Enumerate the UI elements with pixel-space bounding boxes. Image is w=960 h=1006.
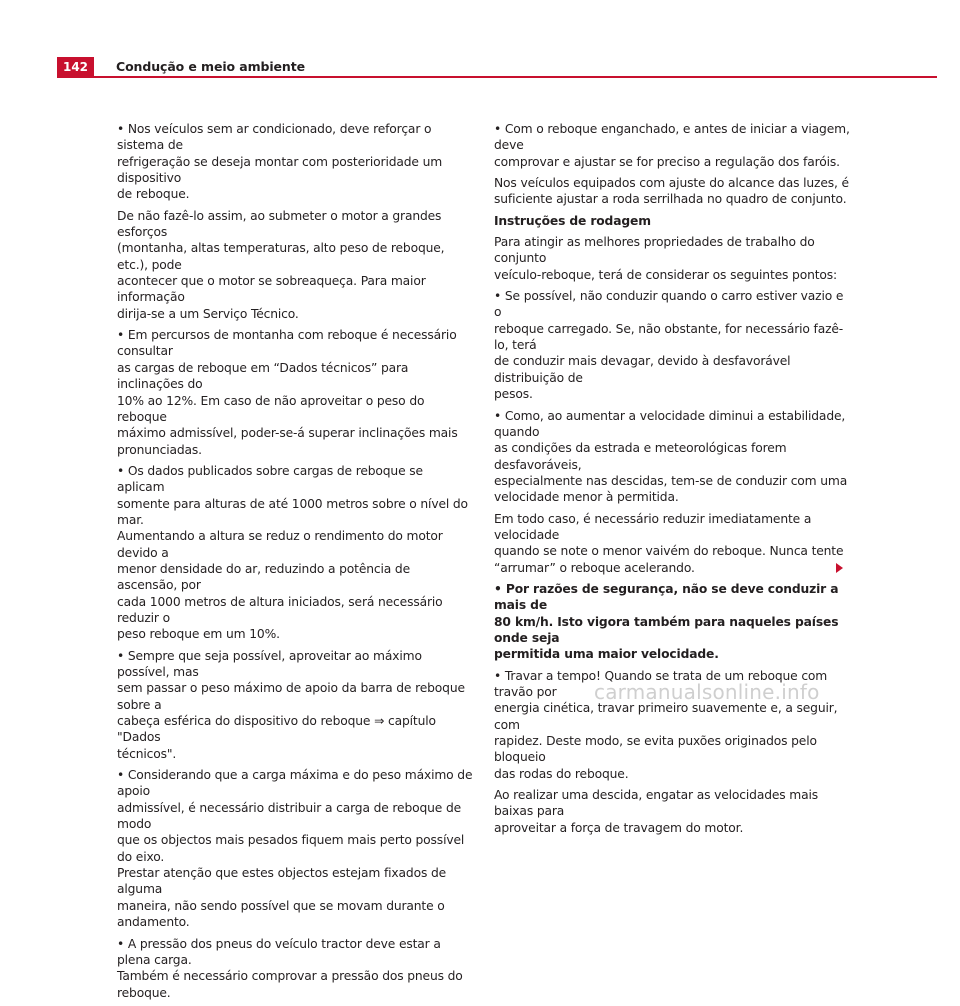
paragraph: Ao realizar uma descida, engatar as velocidades mais baixas para aproveitar a força de travagem do motor. [494, 788, 819, 835]
paragraph: • Considerando que a carga máxima e do peso máximo de apoio admissível, é necessário distribuir a carga de reboque de modo que os objectos mais pesados fiquem mais perto possível do eixo. Prestar atenção que estes objectos estejam fixados de alguma maneira, não sendo possível que se movam durante o andamento. [117, 768, 473, 930]
paragraph: Nos veículos equipados com ajuste do alcance das luzes, é suficiente ajustar a roda serrilhada no quadro de conjunto. [494, 176, 849, 207]
paragraph: De não fazê-lo assim, ao submeter o motor a grandes esforços (montanha, altas temperaturas, alto peso de reboque, etc.), pode acontecer que o motor se sobreaqueça. Para maior informação dirija-se a um Serviço Técnico. [117, 208, 445, 321]
section-title: Condução e meio ambiente [116, 59, 305, 74]
page-header [57, 57, 937, 81]
paragraph: • Nos veículos sem ar condicionado, deve reforçar o sistema de refrigeração se deseja montar com posterioridade um dispositivo de reboque. [117, 122, 443, 202]
subsection-heading: Instruções de rodagem [494, 213, 651, 228]
paragraph: • Sempre que seja possível, aproveitar ao máximo possível, mas sem passar o peso máximo de apoio da barra de reboque sobre a cabeça esférica do dispositivo do reboque ⇒ capítulo "Dados técnicos". [117, 648, 465, 761]
paragraph: • A pressão dos pneus do veículo tractor deve estar a plena carga. Também é necessário comprovar a pressão dos pneus do reboque. [117, 936, 463, 1000]
paragraph: • Se possível, não conduzir quando o carro estiver vazio e o reboque carregado. Se, não obstante, for necessário fazê-lo, terá de conduzir mais devagar, devido à desfavorável distribuição de pesos. [494, 289, 844, 402]
paragraph: Para atingir as melhores propriedades de trabalho do conjunto veículo-reboque, terá de considerar os seguintes pontos: [494, 235, 838, 282]
paragraph: • Com o reboque enganchado, e antes de iniciar a viagem, deve comprovar e ajustar se for preciso a regulação dos faróis. [494, 122, 850, 169]
safety-warning: • Por razões de segurança, não se deve conduzir a mais de 80 km/h. Isto vigora também para naqueles países onde seja permitida uma maior velocidade. [494, 581, 839, 662]
paragraph: • Como, ao aumentar a velocidade diminui a estabilidade, quando as condições da estrada e meteorológicas forem desfavoráveis, especialmente nas descidas, tem-se de conduzir com uma velocidade menor à permitida. [494, 408, 848, 505]
paragraph: Em todo caso, é necessário reduzir imediatamente a velocidade quando se note o menor vaivém do reboque. Nunca tente “arrumar” o reboque acelerando. [494, 511, 844, 575]
right-column [494, 121, 854, 841]
page-number: 142 [57, 57, 94, 76]
paragraph: • Em percursos de montanha com reboque é necessário consultar as cargas de reboque em “Dados técnicos” para inclinações do 10% ao 12%. Em caso de não aproveitar o peso do reboque máximo admissível, poder-se-á superar inclinações mais pronunciadas. [117, 328, 458, 457]
left-column [117, 121, 473, 1006]
triangle-right-icon [836, 563, 843, 573]
watermark: carmanualsonline.info [594, 680, 820, 704]
paragraph: • Travar a tempo! Quando se trata de um reboque com travão por energia cinética, travar primeiro suavemente e, a seguir, com rapidez. Deste modo, se evita puxões originados pelo bloqueio das rodas do reboque. [494, 668, 838, 781]
paragraph: • Os dados publicados sobre cargas de reboque se aplicam somente para alturas de até 1000 metros sobre o nível do mar. Aumentando a altura se reduz o rendimento do motor devido a menor densidade do ar, reduzindo a potência de ascensão, por cada 1000 metros de altura iniciados, será necessário reduzir o peso reboque em um 10%. [117, 463, 468, 642]
header-rule [57, 76, 937, 78]
